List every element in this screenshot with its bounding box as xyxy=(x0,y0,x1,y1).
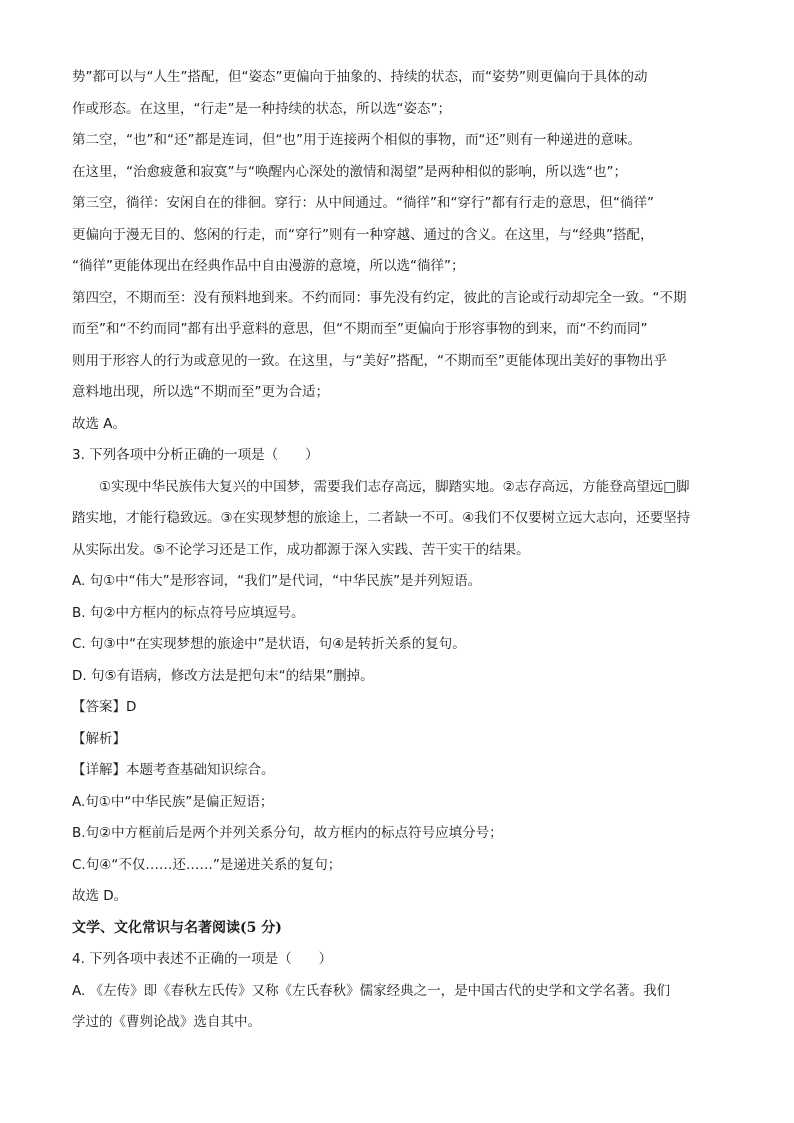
question-3-title: 3. 下列各项中分析正确的一项是（ ） xyxy=(72,447,319,463)
text-line: 而至”和“不约而同”都有出乎意料的意思，但“不期而至”更偏向于形容事物的到来，而“不约而同” xyxy=(72,321,648,337)
conclusion-line: 故选 D。 xyxy=(72,888,128,904)
question-4-option-a: 学过的《曹刿论战》选自其中。 xyxy=(72,1014,261,1030)
text-line: 在这里，“治愈疲惫和寂寞”与“唤醒内心深处的激情和渴望”是两种相似的影响，所以选“也”； xyxy=(72,163,627,180)
option-c: C. 句③中“在实现梦想的旅途中”是状语，句④是转折关系的复句。 xyxy=(72,636,466,652)
section-heading: 文学、文化常识与名著阅读(5 分) xyxy=(72,919,282,936)
detail-line: B.句②中方框前后是两个并列关系分句，故方框内的标点符号应填分号； xyxy=(72,825,503,841)
text-line: 作或形态。在这里，“行走”是一种持续的状态，所以选“姿态”； xyxy=(72,100,451,117)
text-line: 第三空，徜徉：安闲自在的徘徊。穿行：从中间通过。“徜徉”和“穿行”都有行走的意思，但“徜徉” xyxy=(72,195,654,211)
text-line: 第二空，“也”和“还”都是连词，但“也”用于连接两个相似的事物，而“还”则有一种递进的意味。 xyxy=(72,132,641,148)
question-3-passage: 从实际出发。⑤不论学习还是工作，成功都源于深入实践、苦干实干的结果。 xyxy=(72,541,530,558)
question-3-passage: ①实现中华民族伟大复兴的中国梦，需要我们志存高远，脚踏实地。②志存高远，方能登高望远□脚 xyxy=(99,478,690,495)
option-b: B. 句②中方框内的标点符号应填逗号。 xyxy=(72,604,305,621)
conclusion-line: 故选 A。 xyxy=(72,415,127,432)
text-line: 更偏向于漫无目的、悠闲的行走，而“穿行”则有一种穿越、通过的含义。在这里，与“经典”搭配， xyxy=(72,226,654,243)
text-line: 势”都可以与“人生”搭配，但“姿态”更偏向于抽象的、持续的状态，而“姿势”则更偏向于具体的动 xyxy=(72,69,648,85)
detail-line: C.句④“不仅……还……”是递进关系的复句； xyxy=(72,856,342,873)
text-line: 则用于形容人的行为或意见的一致。在这里，与“美好”搭配，“不期而至”更能体现出美好的事物出乎 xyxy=(72,352,667,369)
text-line: 第四空，不期而至：没有预料地到来。不约而同：事先没有约定，彼此的言论或行动却完全一致。“不期 xyxy=(72,289,687,306)
analysis-label: 【解析】 xyxy=(72,730,126,747)
question-4-title: 4. 下列各项中表述不正确的一项是（ ） xyxy=(72,951,333,967)
question-3-passage: 踏实地，才能行稳致远。③在实现梦想的旅途上，二者缺一不可。④我们不仅要树立远大志向，还要坚持 xyxy=(72,510,691,526)
detail-line: A.句①中“中华民族”是偏正短语； xyxy=(72,793,274,810)
text-line: 意料地出现，所以选“不期而至”更为合适； xyxy=(72,384,329,400)
option-d: D. 句⑤有语病，修改方法是把句末“的结果”删掉。 xyxy=(72,667,374,684)
answer-label: 【答案】D xyxy=(72,699,137,715)
question-4-option-a: A. 《左传》即《春秋左氏传》又称《左氏春秋》儒家经典之一，是中国古代的史学和文学名著。我们 xyxy=(72,982,671,999)
document-body xyxy=(72,62,722,1039)
text-line: “徜徉”更能体现出在经典作品中自由漫游的意境，所以选“徜徉”； xyxy=(72,258,465,274)
option-a: A. 句①中“伟大”是形容词，“我们”是代词，“中华民族”是并列短语。 xyxy=(72,573,482,589)
detail-line: 【详解】本题考查基础知识综合。 xyxy=(72,762,275,778)
